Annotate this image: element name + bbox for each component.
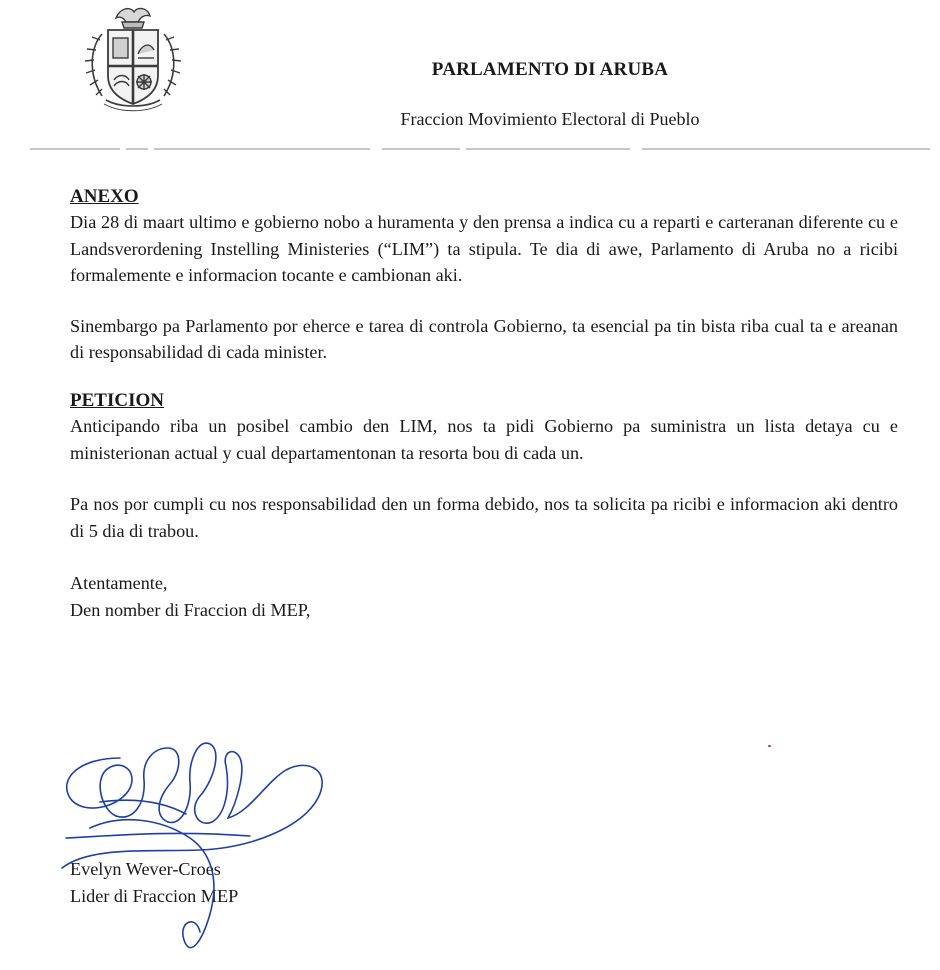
fraction-name: Fraccion Movimiento Electoral di Pueblo — [400, 109, 700, 129]
handwritten-signature — [50, 718, 340, 968]
peticion-paragraph-2: Pa nos por cumpli cu nos responsabilidad den un forma debido, nos ta solicita pa ricibi e informacion aki dentro di 5 dia di trabou. — [70, 494, 898, 541]
peticion-paragraph-1: Anticipando riba un posibel cambio den LIM, nos ta pidi Gobierno pa suministra un lista detaya cu e ministerionan actual y cual departamentonan ta resorta bou di cada un. — [70, 415, 898, 463]
header-divider — [30, 146, 930, 152]
organization-name: PARLAMENTO DI ARUBA — [431, 59, 669, 80]
section-heading-anexo: ANEXO — [70, 186, 139, 207]
anexo-paragraph-1: Dia 28 di maart ultimo e gobierno nobo a huramenta y den prensa a indica cu a reparti e carteranan diferente cu e Landsverordening Instelling Ministeries (“LIM”) ta stipula. Te dia di awe, Parlamento di Aruba no a ricibi formalemente e informacion tocante e cambionan aki. — [70, 212, 898, 286]
closing-salutation: Atentamente, — [70, 573, 168, 594]
section-heading-peticion: PETICION — [70, 389, 164, 411]
document-body — [70, 185, 898, 624]
signatory-name: Evelyn Wever-Croes — [70, 859, 221, 879]
coat-of-arms-seal — [72, 4, 190, 116]
anexo-paragraph-2: Sinembargo pa Parlamento por eherce e tarea di controla Gobierno, ta esencial pa tin bista riba cual ta e areanan di responsabilidad di cada minister. — [70, 315, 898, 363]
closing-block — [70, 570, 898, 623]
red-ink-speck — [768, 745, 771, 747]
signatory-title: Lider di Fraccion MEP — [70, 886, 239, 906]
closing-on-behalf: Den nomber di Fraccion di MEP, — [70, 599, 311, 620]
signatory-block — [70, 856, 238, 910]
